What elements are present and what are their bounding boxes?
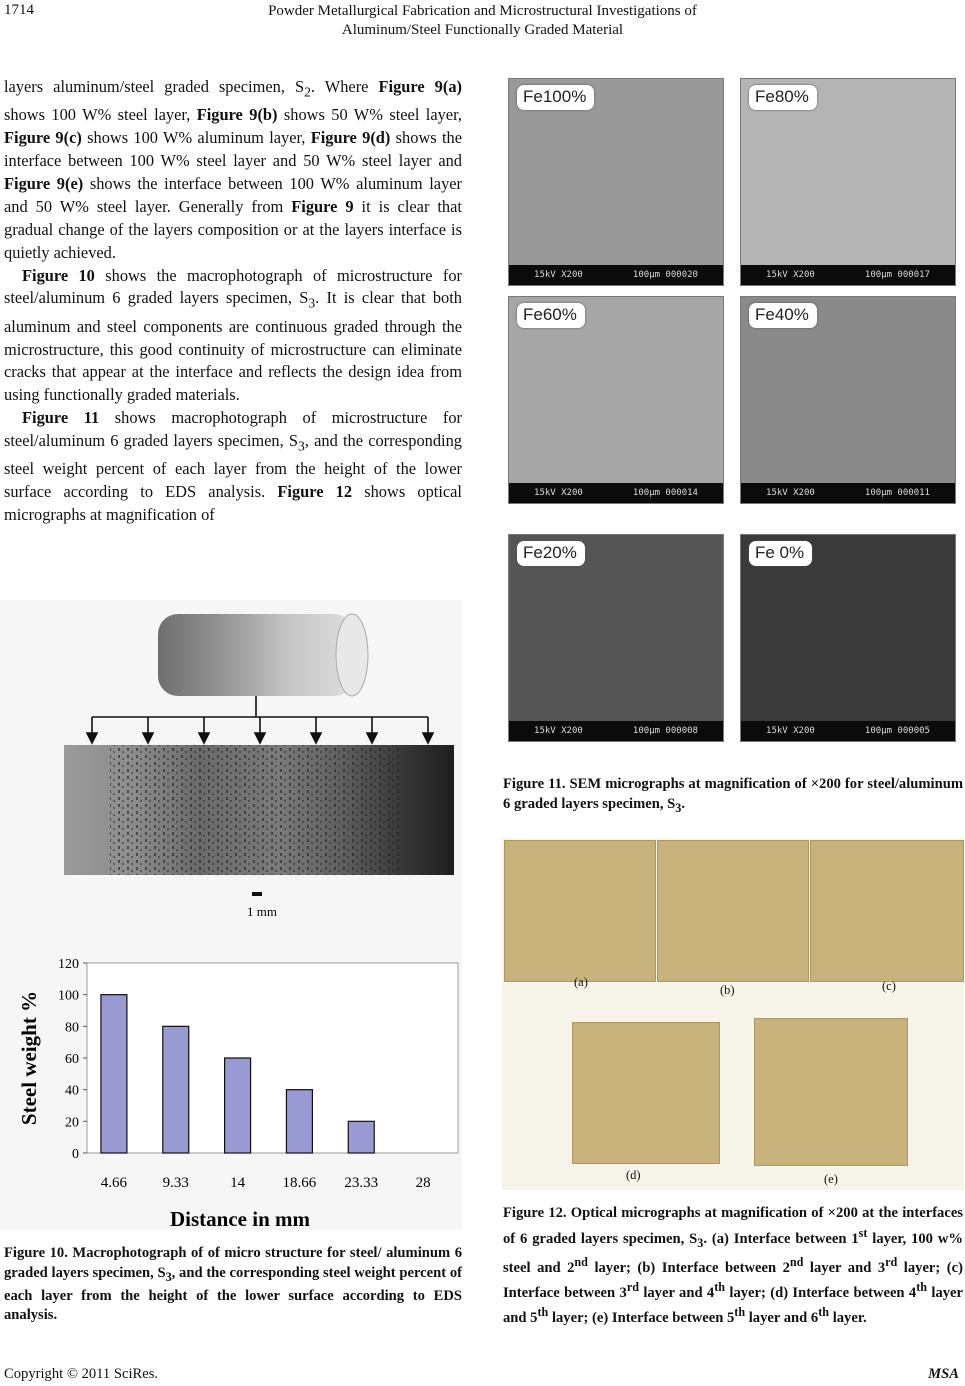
x-tick-label: 4.66	[100, 1175, 128, 1191]
body-text	[4, 76, 462, 527]
sem-info-text: 100μm 000011	[864, 488, 930, 498]
sem-info-bar	[509, 721, 723, 741]
sem-info-bar	[509, 265, 723, 285]
paragraph-2: Figure 10 shows the macrophotograph of microstructure for steel/aluminum 6 graded layers specimen, $S_3$. It is clear that both aluminum and steel components are continuous graded through the microstructure, this good continuity of microstructure can eliminate cracks that appear at the interface and reflects the design idea from using functionally graded materials.	[4, 265, 462, 405]
optical-micrograph-b	[657, 840, 809, 982]
y-tick-label: 60	[65, 1052, 79, 1067]
y-tick-label: 20	[65, 1115, 79, 1131]
sem-micrograph-3	[508, 296, 724, 504]
running-title	[200, 2, 765, 40]
bar-3	[225, 1058, 251, 1153]
x-tick-label: 14	[230, 1175, 246, 1191]
optical-micrograph-e	[754, 1018, 908, 1166]
sem-info-text: 15kV X200	[534, 488, 583, 498]
sem-info-bar	[741, 265, 955, 285]
optical-micrograph-c	[810, 840, 964, 982]
running-title-line1: Powder Metallurgical Fabrication and Microstructural Investigations of	[268, 3, 697, 19]
label-a: (a)	[574, 975, 588, 989]
sem-info-text: 15kV X200	[534, 270, 583, 280]
optical-micrograph-d	[572, 1022, 720, 1164]
sem-micrograph-5	[508, 534, 724, 742]
layer-arrows	[87, 696, 433, 743]
y-tick-label: 80	[65, 1020, 79, 1036]
bar-5	[348, 1121, 374, 1153]
bar-1	[101, 995, 127, 1153]
specimen-cylinder	[158, 614, 368, 696]
sem-label: Fe100%	[517, 85, 594, 110]
steel-weight-chart	[17, 957, 458, 1230]
label-b: (b)	[720, 983, 735, 997]
x-tick-label: 23.33	[344, 1175, 379, 1191]
y-tick-label: 40	[65, 1083, 79, 1099]
figure-10-graphic	[0, 600, 462, 1230]
sem-info-text: 15kV X200	[766, 270, 815, 280]
sem-info-text: 100μm 000005	[864, 726, 930, 736]
microstructure-strip	[64, 745, 454, 875]
copyright: Copyright © 2011 SciRes.	[4, 1366, 159, 1382]
scale-bar	[252, 892, 262, 896]
sem-label: Fe 0%	[749, 541, 812, 566]
y-tick-label: 100	[58, 988, 79, 1004]
sem-info-text: 100μm 000014	[632, 488, 698, 498]
sem-info-bar	[509, 483, 723, 503]
figure-12-caption: Figure 12. Optical micrographs at magnification of ×200 at the interfaces of 6 graded layers specimen, $S_3$. (a) Interface between 1st layer, 100 w% steel and 2nd layer; (b) Interface between 2nd layer and 3rd layer; (c) Interface between 3rd layer and 4th layer; (d) Interface between 4th layer and 5th layer; (e) Interface between 5th layer and 6th layer.	[503, 1205, 963, 1327]
sem-label: Fe20%	[517, 541, 585, 566]
sem-info-bar	[741, 721, 955, 741]
sem-info-text: 100μm 000020	[632, 270, 698, 280]
x-tick-label: 9.33	[162, 1175, 189, 1191]
bar-4	[286, 1090, 312, 1153]
paragraph-1: layers aluminum/steel graded specimen, $S_2$. Where Figure 9(a) shows 100 W% steel layer, Figure 9(b) shows 50 W% steel layer, Figure 9(c) shows 100 W% aluminum layer, Figure 9(d) shows the interface between 100 W% steel layer and 50 W% steel layer and Figure 9(e) shows the interface between 100 W% aluminum layer and 50 W% steel layer. Generally from Figure 9 it is clear that gradual change of the layers composition or at the layers interface is quietly achieved.	[4, 77, 462, 262]
sem-label: Fe60%	[517, 303, 585, 328]
sem-info-text: 15kV X200	[766, 488, 815, 498]
label-e: (e)	[824, 1172, 838, 1186]
y-tick-label: 120	[58, 957, 79, 972]
y-tick-label: 0	[72, 1147, 79, 1162]
sem-info-text: 15kV X200	[766, 726, 815, 736]
sem-label: Fe80%	[749, 85, 817, 110]
label-d: (d)	[626, 1168, 641, 1182]
figure-12	[502, 838, 964, 1190]
sem-info-text: 100μm 000008	[632, 726, 698, 736]
sem-micrograph-6	[740, 534, 956, 742]
y-axis-label: Steel weight %	[17, 990, 41, 1126]
x-tick-label: 18.66	[282, 1175, 317, 1191]
x-tick-label: 28	[415, 1175, 431, 1191]
running-title-line2: Aluminum/Steel Functionally Graded Material	[341, 22, 624, 38]
sem-micrograph-1	[508, 78, 724, 286]
journal-abbrev: MSA	[928, 1366, 959, 1382]
sem-info-text: 15kV X200	[534, 726, 583, 736]
plot-area	[87, 963, 458, 1153]
figure-11-caption: Figure 11. SEM micrographs at magnification of ×200 for steel/aluminum 6 graded layers specimen, $S_3$.	[503, 776, 963, 815]
sem-info-bar	[741, 483, 955, 503]
sem-micrograph-2	[740, 78, 956, 286]
optical-micrograph-a	[504, 840, 656, 982]
page-number: 1714	[4, 2, 34, 18]
figure-10-caption: Figure 10. Macrophotograph of of micro structure for steel/ aluminum 6 graded layers specimen, $S_3$, and the corresponding steel weight percent of each layer from the height of the lower surface according to EDS analysis.	[4, 1245, 462, 1324]
figure-10	[0, 600, 462, 1230]
paragraph-3: Figure 11 shows macrophotograph of microstructure for steel/aluminum 6 graded layers specimen, $S_3$, and the corresponding steel weight percent of each layer from the height of the lower surface according to EDS analysis. Figure 12 shows optical micrographs at magnification of	[4, 408, 463, 525]
sem-micrograph-4	[740, 296, 956, 504]
label-c: (c)	[882, 979, 896, 993]
bar-2	[163, 1026, 189, 1153]
sem-label: Fe40%	[749, 303, 817, 328]
scale-label: 1 mm	[247, 904, 277, 919]
x-axis-label: Distance in mm	[170, 1207, 310, 1230]
sem-info-text: 100μm 000017	[864, 270, 930, 280]
